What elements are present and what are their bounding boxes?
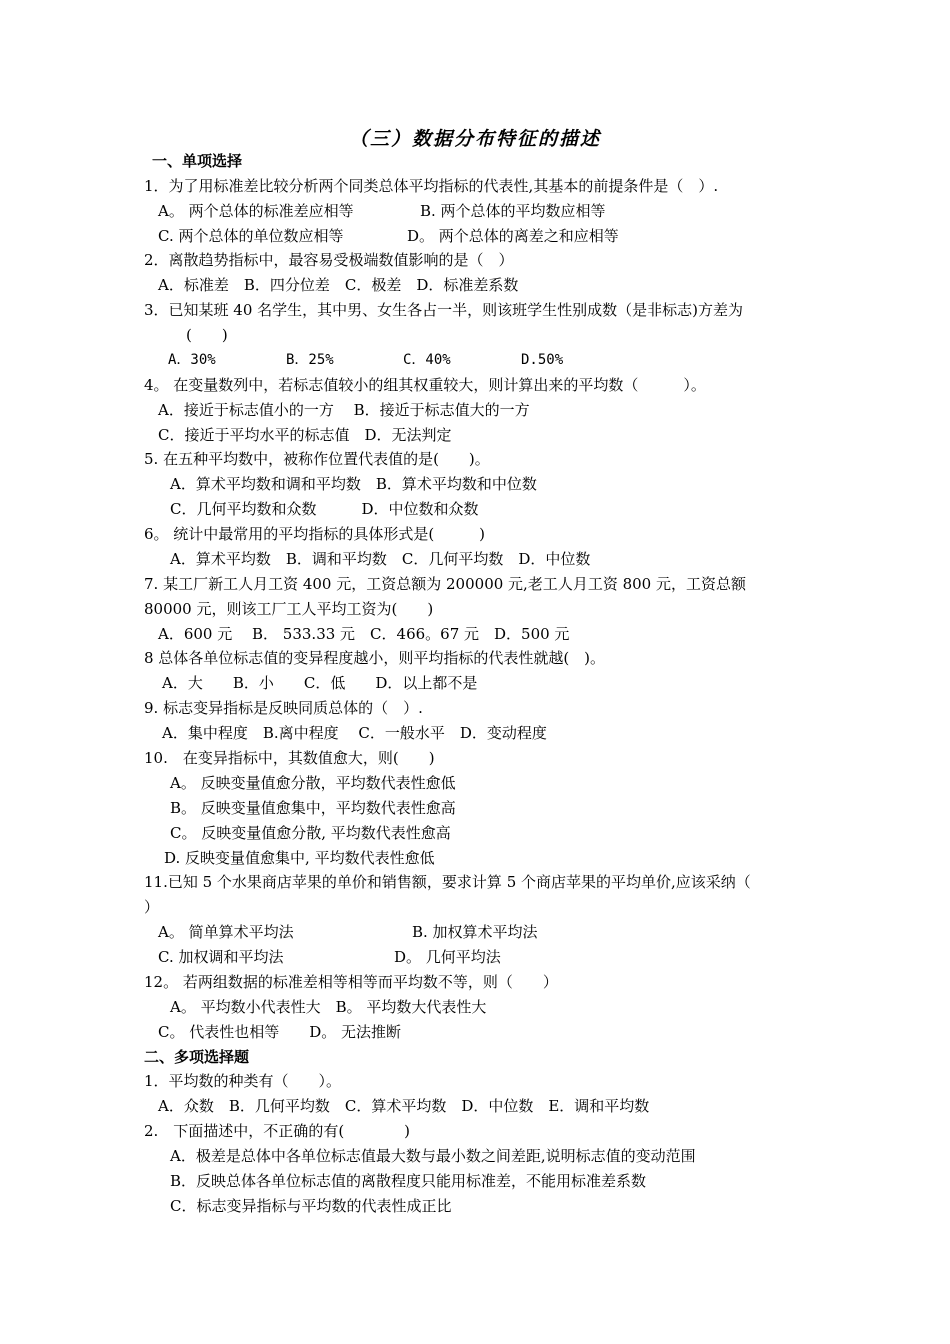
question-1-option-c: C. 两个总体的单位数应相等 [158,227,344,245]
question-9-options: A．集中程度 B.离中程度 C．一般水平 D．变动程度 [162,724,547,742]
question-7-stem: 7. 某工厂新工人月工资 400 元，工资总额为 200000 元,老工人月工资 800 元，工资总额 [144,575,746,593]
question-3-option-a: A．30% [168,352,216,368]
multi-question-1-options: A．众数 B．几何平均数 C．算术平均数 D．中位数 E．调和平均数 [158,1097,650,1115]
question-5-options-ab: A．算术平均数和调和平均数 B．算术平均数和中位数 [170,475,537,493]
question-2-options: A．标准差 B．四分位差 C．极差 D．标准差系数 [158,276,519,294]
question-1-option-b: B. 两个总体的平均数应相等 [420,202,606,220]
question-12-options-cd: C。 代表性也相等 D。 无法推断 [158,1023,402,1041]
question-6-stem: 6。 统计中最常用的平均指标的具体形式是( ) [144,525,486,543]
question-11-option-d: D。 几何平均法 [394,948,501,966]
question-10-option-a: A。 反映变量值愈分散，平均数代表性愈低 [170,774,456,792]
multi-question-2-stem: 2. 下面描述中，不正确的有( ) [144,1122,411,1140]
question-3-option-b: B．25% [286,352,334,368]
question-5-stem: 5. 在五种平均数中，被称作位置代表值的是( )。 [144,450,490,468]
question-11-option-c: C. 加权调和平均法 [158,948,284,966]
question-7-options: A．600 元 B． 533.33 元 C．466。67 元 D．500 元 [158,625,570,643]
question-3-stem-continued: ( ) [186,326,228,344]
question-9-stem: 9. 标志变异指标是反映同质总体的（ ）. [144,699,423,717]
question-7-stem-continued: 80000 元，则该工厂工人平均工资为( ) [144,600,434,618]
question-12-options-ab: A。 平均数小代表性大 B。 平均数大代表性大 [170,998,487,1016]
question-1-option-a: A。 两个总体的标准差应相等 [158,202,354,220]
question-10-option-d: D. 反映变量值愈集中, 平均数代表性愈低 [164,849,435,867]
section-heading-multiple-choice: 二、多项选择题 [144,1048,250,1066]
question-11-stem: 11.已知 5 个水果商店苹果的单价和销售额，要求计算 5 个商店苹果的平均单价,应该采纳（ [144,873,751,891]
question-12-stem: 12。 若两组数据的标准差相等相等而平均数不等，则（ ） [144,973,558,991]
question-11-stem-continued: ） [144,898,160,916]
question-11-option-b: B. 加权算术平均法 [412,923,538,941]
multi-question-2-option-a: A．极差是总体中各单位标志值最大数与最小数之间差距,说明标志值的变动范围 [170,1147,696,1165]
multi-question-2-option-b: B．反映总体各单位标志值的离散程度只能用标准差，不能用标准差系数 [170,1172,647,1190]
page-title: （三）数据分布特征的描述 [348,128,601,150]
question-11-option-a: A。 简单算术平均法 [158,923,294,941]
question-6-options: A．算术平均数 B．调和平均数 C．几何平均数 D．中位数 [170,550,591,568]
question-4-options-ab: A．接近于标志值小的一方 B．接近于标志值大的一方 [158,401,530,419]
question-1-stem: 1．为了用标准差比较分析两个同类总体平均指标的代表性,其基本的前提条件是（ ）. [144,177,719,195]
question-3-option-d: D.50% [521,352,564,368]
question-10-option-b: B。 反映变量值愈集中，平均数代表性愈高 [170,799,456,817]
question-10-stem: 10. 在变异指标中，其数值愈大，则( ) [144,749,435,767]
multi-question-2-option-c: C．标志变异指标与平均数的代表性成正比 [170,1197,452,1215]
question-4-stem: 4。 在变量数列中，若标志值较小的组其权重较大，则计算出来的平均数（ ）。 [144,376,706,394]
question-3-option-c: C．40% [403,352,451,368]
question-8-options: A．大 B．小 C．低 D．以上都不是 [162,674,478,692]
question-2-stem: 2．离散趋势指标中，最容易受极端数值影响的是（ ） [144,251,514,269]
question-4-options-cd: C．接近于平均水平的标志值 D．无法判定 [158,426,452,444]
question-5-options-cd: C．几何平均数和众数 D．中位数和众数 [170,500,479,518]
question-8-stem: 8 总体各单位标志值的变异程度越小，则平均指标的代表性就越( )。 [144,649,606,667]
question-10-option-c: C。 反映变量值愈分散, 平均数代表性愈高 [170,824,451,842]
question-3-stem: 3．已知某班 40 名学生，其中男、女生各占一半，则该班学生性别成数（是非标志)方差为 [144,301,744,319]
question-1-option-d: D。 两个总体的离差之和应相等 [407,227,619,245]
multi-question-1-stem: 1．平均数的种类有（ ）。 [144,1072,342,1090]
section-heading-single-choice: 一、单项选择 [152,152,243,170]
